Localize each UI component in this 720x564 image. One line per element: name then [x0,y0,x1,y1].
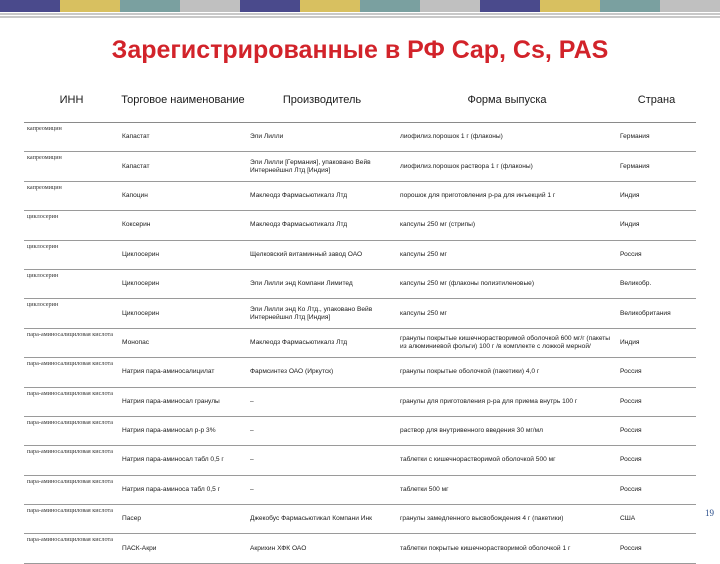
cell-inn: пара-аминосалициловая кислота [24,387,119,416]
cell-dosage-form: лиофилиз.порошок раствора 1 г (флаконы) [397,152,617,181]
cell-inn: пара-аминосалициловая кислота [24,475,119,504]
table-header-row [24,78,696,123]
table-row [24,505,696,534]
cell-dosage-form: порошок для приготовления р-ра для инъекций 1 г [397,181,617,210]
cell-dosage-form: гранулы покрытые кишечнорастворимой оболочкой 600 мг/г (пакеты из алюминиевой фольги) 100 г /в комплекте с ложкой мерной/ [397,328,617,357]
cell-inn: циклосерин [24,211,119,240]
decor-block [60,0,120,12]
cell-manufacturer: Эли Лилли энд Ко Лтд., упаковано Вейв Интернейшнл Лтд [Индия] [247,299,397,328]
table-row [24,123,696,152]
column-header-trade-name: Торговое наименование [119,78,247,123]
cell-trade-name: Пасер [119,505,247,534]
page-title: Зарегистрированные в РФ Cap, Cs, PAS [111,36,609,64]
cell-manufacturer: – [247,416,397,445]
table-row [24,446,696,475]
cell-manufacturer: Щелковский витаминный завод ОАО [247,240,397,269]
cell-inn: пара-аминосалициловая кислота [24,416,119,445]
cell-trade-name: Циклосерин [119,299,247,328]
decor-block [480,0,540,12]
cell-trade-name: Капастат [119,123,247,152]
cell-country: Великобр. [617,269,696,298]
cell-country: США [617,505,696,534]
cell-trade-name: Натрия пара-аминосалицилат [119,358,247,387]
cell-manufacturer: Эли Лилли [247,123,397,152]
cell-manufacturer: Эли Лилли [Германия], упаковано Вейв Интернейшнл Лтд [Индия] [247,152,397,181]
table-row [24,152,696,181]
cell-dosage-form: гранулы для приготовления р-ра для приема внутрь 100 г [397,387,617,416]
cell-inn: пара-аминосалициловая кислота [24,534,119,563]
cell-trade-name: Натрия пара-аминосал табл 0,5 г [119,446,247,475]
cell-dosage-form: таблетки с кишечнорастворимой оболочкой 500 мг [397,446,617,475]
decor-block [180,0,240,12]
decor-block [240,0,300,12]
cell-country: Россия [617,475,696,504]
table-row [24,328,696,357]
cell-inn: капреомицин [24,123,119,152]
cell-country: Великобритания [617,299,696,328]
cell-dosage-form: таблетки 500 мг [397,475,617,504]
decor-block [0,0,60,12]
table-row [24,387,696,416]
page-number: 19 [705,508,714,518]
table-row [24,269,696,298]
decor-block [300,0,360,12]
decor-block [120,0,180,12]
cell-inn: циклосерин [24,240,119,269]
decor-block [540,0,600,12]
cell-inn: циклосерин [24,299,119,328]
cell-country: Индия [617,211,696,240]
cell-inn: пара-аминосалициловая кислота [24,505,119,534]
table-row [24,240,696,269]
decor-block [360,0,420,12]
cell-inn: капреомицин [24,181,119,210]
cell-inn: циклосерин [24,269,119,298]
cell-trade-name: Капастат [119,152,247,181]
cell-trade-name: ПАСК-Акри [119,534,247,563]
cell-manufacturer: Акрихин ХФК ОАО [247,534,397,563]
cell-country: Индия [617,181,696,210]
table-row [24,416,696,445]
cell-dosage-form: гранулы замедленного высвобождения 4 г (пакетики) [397,505,617,534]
cell-inn: пара-аминосалициловая кислота [24,358,119,387]
cell-dosage-form: раствор для внутривенного введения 30 мг/мл [397,416,617,445]
drug-registry-table [24,78,696,564]
cell-dosage-form: лиофилиз.порошок 1 г (флаконы) [397,123,617,152]
cell-inn: капреомицин [24,152,119,181]
cell-manufacturer: Маклеодз Фармасьютикалз Лтд [247,328,397,357]
cell-trade-name: Натрия пара-аминосал гранулы [119,387,247,416]
cell-dosage-form: гранулы покрытые оболочкой (пакетики) 4,0 г [397,358,617,387]
cell-manufacturer: Фармсинтез ОАО (Иркутск) [247,358,397,387]
cell-country: Россия [617,416,696,445]
cell-trade-name: Натрия пара-аминоса табл 0,5 г [119,475,247,504]
table-row [24,211,696,240]
cell-country: Россия [617,446,696,475]
table-row [24,475,696,504]
cell-country: Германия [617,152,696,181]
cell-dosage-form: таблетки покрытые кишечнорастворимой оболочкой 1 г [397,534,617,563]
cell-country: Россия [617,387,696,416]
cell-country: Россия [617,534,696,563]
cell-inn: пара-аминосалициловая кислота [24,328,119,357]
cell-trade-name: Коксерин [119,211,247,240]
table-row [24,299,696,328]
decor-block [660,0,720,12]
column-header-manufacturer: Производитель [247,78,397,123]
cell-trade-name: Монопас [119,328,247,357]
cell-manufacturer: Маклеодз Фармасьютикалз Лтд [247,211,397,240]
decor-block [600,0,660,12]
cell-manufacturer: – [247,446,397,475]
cell-manufacturer: Маклеодз Фармасьютикалз Лтд [247,181,397,210]
cell-inn: пара-аминосалициловая кислота [24,446,119,475]
table-row [24,181,696,210]
column-header-dosage-form: Форма выпуска [397,78,617,123]
cell-manufacturer: Джекобус Фармасьютикал Компани Инк [247,505,397,534]
decorative-color-band [0,0,720,12]
cell-dosage-form: капсулы 250 мг (стрипы) [397,211,617,240]
cell-dosage-form: капсулы 250 мг [397,240,617,269]
decor-block [420,0,480,12]
cell-country: Россия [617,240,696,269]
cell-trade-name: Натрия пара-аминосал р-р 3% [119,416,247,445]
cell-country: Германия [617,123,696,152]
column-header-country: Страна [617,78,696,123]
cell-country: Индия [617,328,696,357]
cell-manufacturer: Эли Лилли энд Компани Лимитед [247,269,397,298]
table-row [24,358,696,387]
cell-manufacturer: – [247,475,397,504]
cell-trade-name: Капоцин [119,181,247,210]
cell-trade-name: Циклосерин [119,269,247,298]
column-header-inn: ИНН [24,78,119,123]
decorative-lines [0,13,720,19]
cell-dosage-form: капсулы 250 мг [397,299,617,328]
cell-dosage-form: капсулы 250 мг (флаконы полиэтиленовые) [397,269,617,298]
cell-manufacturer: – [247,387,397,416]
table-row [24,534,696,563]
cell-trade-name: Циклосерин [119,240,247,269]
cell-country: Россия [617,358,696,387]
